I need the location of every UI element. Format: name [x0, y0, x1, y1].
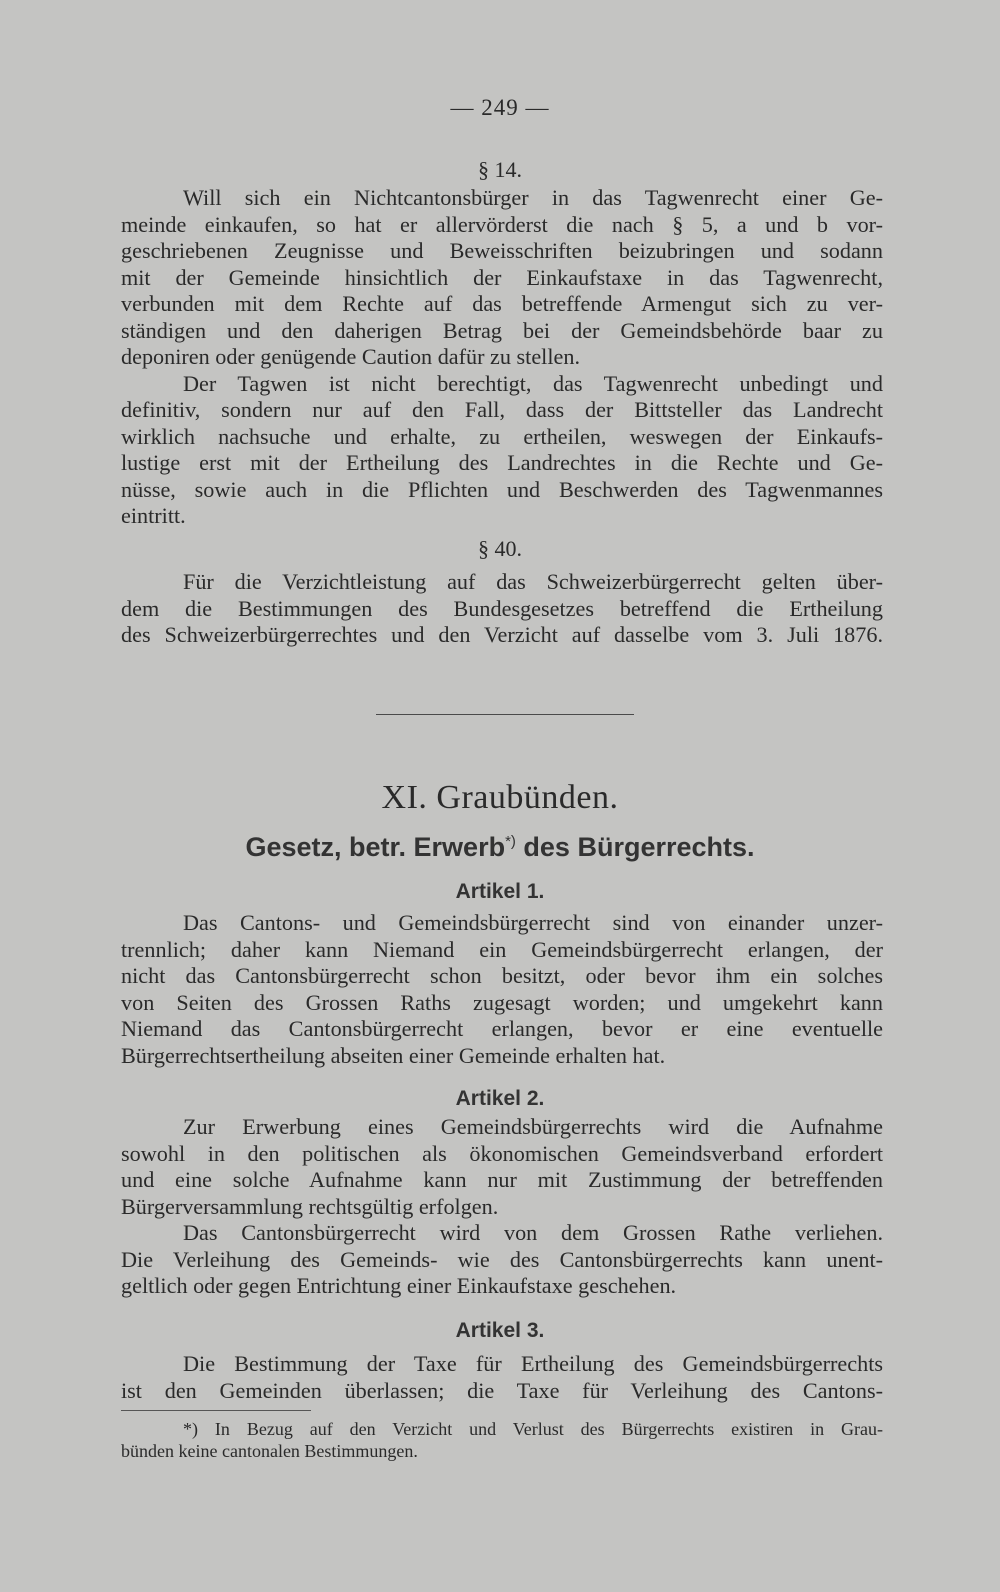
text-line: Das Cantonsbürgerrecht wird von dem Grossen Rathe verliehen.	[183, 1220, 883, 1245]
text-line: Die Verleihung des Gemeinds- wie des Cantonsbürgerrechts kann unent-	[121, 1246, 883, 1272]
text-line: meinde einkaufen, so hat er allervörderst die nach § 5, a und b vor-	[121, 211, 883, 237]
text-line: Will sich ein Nichtcantonsbürger in das Tagwenrecht einer Ge-	[183, 185, 883, 210]
article-heading-1: Artikel 1.	[455, 880, 545, 903]
text-line: Der Tagwen ist nicht berechtigt, das Tagwenrecht unbedingt und	[183, 370, 883, 396]
text-line: nüsse, sowie auch in die Pflichten und Beschwerden des Tagwenmannes	[121, 476, 883, 502]
footnote-divider	[121, 1410, 311, 1411]
text-line: definitiv, sondern nur auf den Fall, dass der Bittsteller das Landrecht	[121, 397, 883, 422]
text-line: Bürgerrechtsertheilung abseiten einer Gemeinde erhalten hat.	[121, 1042, 666, 1068]
text-line: Für die Verzichtleistung auf das Schweizerbürgerrecht gelten über-	[183, 569, 883, 594]
text-line: nicht das Cantonsbürgerrecht schon besitzt, oder bevor ihm ein solches	[121, 963, 883, 988]
text-line: verbunden mit dem Rechte auf das betreffende Armengut sich zu ver-	[121, 291, 883, 316]
law-title-text-end: des Bürgerrechts.	[515, 832, 755, 862]
text-line: lustige erst mit der Ertheilung des Landrechtes in die Rechte und Ge-	[121, 450, 883, 475]
article-2-text	[121, 1114, 883, 1300]
text-line: geltlich oder gegen Entrichtung einer Einkaufstaxe geschehen.	[121, 1273, 677, 1298]
text-line: Zur Erwerbung eines Gemeindsbürgerrechts wird die Aufnahme	[183, 1114, 883, 1139]
footnote	[121, 1418, 883, 1462]
article-heading-2: Artikel 2.	[455, 1087, 545, 1110]
text-line: Niemand das Cantonsbürgerrecht erlangen, bevor er eine eventuelle	[121, 1016, 883, 1041]
article-3-text	[121, 1351, 883, 1404]
page-number: — 249 —	[450, 95, 550, 120]
part-title: XI. Graubünden.	[381, 779, 619, 816]
text-line: des Schweizerbürgerrechtes und den Verzicht auf dasselbe vom 3. Juli 1876.	[121, 622, 883, 647]
text-line: deponiren oder genügende Caution dafür zu stellen.	[121, 344, 581, 369]
footnote-line: bünden keine cantonalen Bestimmungen.	[121, 1441, 418, 1461]
article-heading-3: Artikel 3.	[455, 1319, 545, 1342]
text-line: ständigen und den daherigen Betrag bei der Gemeindsbehörde baar zu	[121, 317, 883, 343]
text-line: eintritt.	[121, 503, 186, 528]
text-line: und eine solche Aufnahme kann nur mit Zustimmung der betreffenden	[121, 1167, 883, 1192]
article-1-text	[121, 910, 883, 1069]
text-line: wirklich nachsuche und erhalte, zu ertheilen, weswegen der Einkaufs-	[121, 423, 883, 449]
section-mark-14: § 14.	[478, 157, 522, 182]
footnote-line: *) In Bezug auf den Verzicht und Verlust des Bürgerrechts existiren in Grau-	[183, 1419, 883, 1439]
text-line: dem die Bestimmungen des Bundesgesetzes betreffend die Ertheilung	[121, 595, 883, 621]
text-line: sowohl in den politischen als ökonomischen Gemeindsverband erfordert	[121, 1140, 883, 1166]
section-40-text	[121, 569, 883, 649]
text-line: von Seiten des Grossen Raths zugesagt worden; und umgekehrt kann	[121, 989, 883, 1015]
text-line: Das Cantons- und Gemeindsbürgerrecht sind von einander unzer-	[183, 910, 883, 935]
text-line: trennlich; daher kann Niemand ein Gemeindsbürgerrecht erlangen, der	[121, 936, 883, 962]
footnote-marker: *)	[505, 833, 516, 850]
text-line: Die Bestimmung der Taxe für Ertheilung des Gemeindsbürgerrechts	[183, 1351, 883, 1376]
text-line: Bürgerversammlung rechtsgültig erfolgen.	[121, 1193, 499, 1219]
law-title	[0, 832, 1000, 863]
law-title-text: Gesetz, betr. Erwerb	[245, 832, 506, 862]
section-divider	[376, 714, 634, 715]
text-line: geschriebenen Zeugnisse und Beweisschriften beizubringen und sodann	[121, 238, 883, 263]
text-line: mit der Gemeinde hinsichtlich der Einkaufstaxe in das Tagwenrecht,	[121, 264, 883, 290]
text-line: ist den Gemeinden überlassen; die Taxe für Verleihung des Cantons-	[121, 1377, 883, 1403]
section-mark-40: § 40.	[478, 536, 522, 561]
section-14-text	[121, 185, 883, 530]
